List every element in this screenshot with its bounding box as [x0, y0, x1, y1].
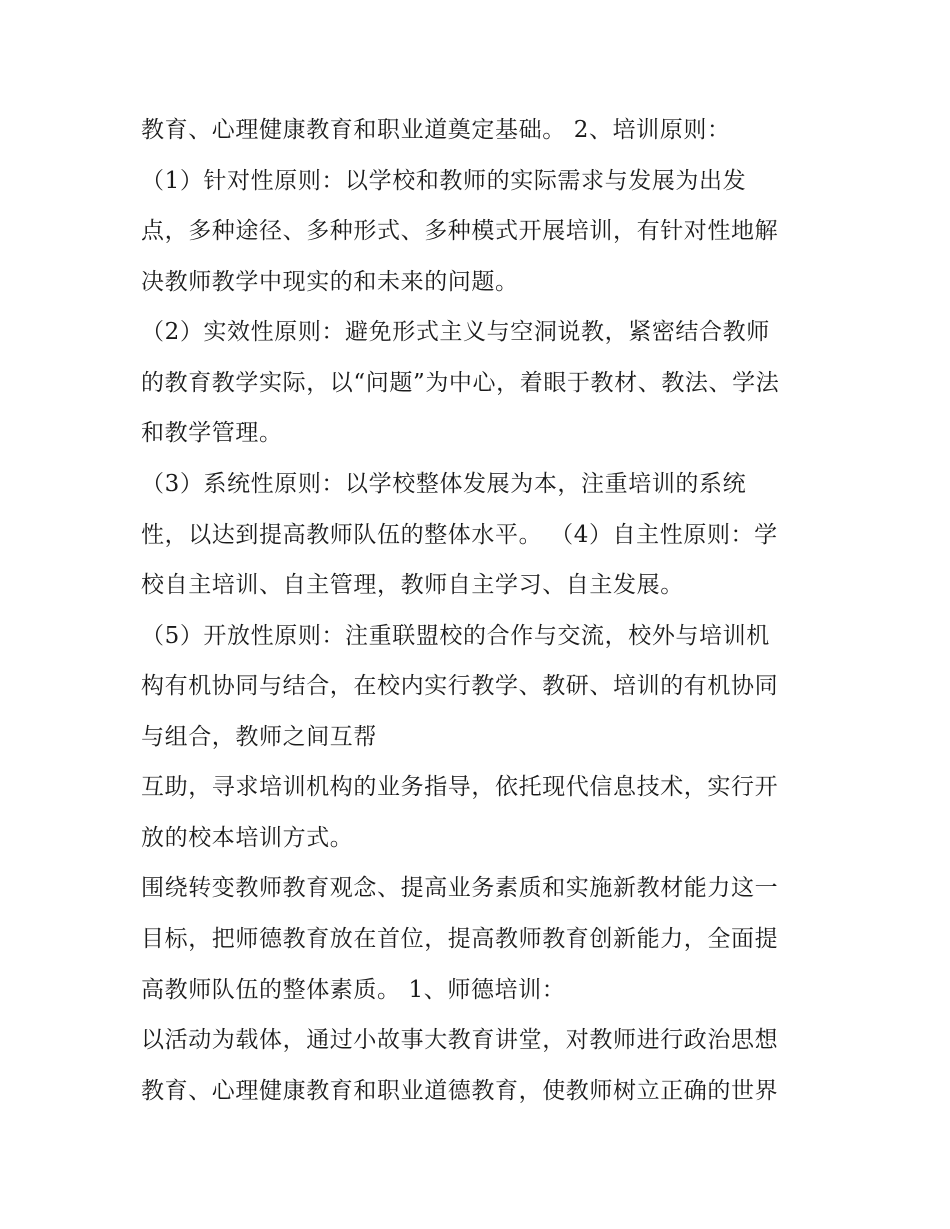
text-line: （3）系统性原则：以学校整体发展为本，注重培训的系统 — [141, 471, 747, 497]
text-line: （1）针对性原则：以学校和教师的实际需求与发展为出发 — [141, 168, 747, 194]
text-line: 围绕转变教师教育观念、提高业务素质和实施新教材能力这一 — [141, 875, 779, 901]
text-line: （5）开放性原则：注重联盟校的合作与交流，校外与培训机 — [141, 623, 770, 649]
text-line: 和教学管理。 — [141, 420, 283, 446]
text-line: （2）实效性原则：避免形式主义与空洞说教，紧密结合教师 — [141, 319, 770, 345]
text-line: 高教师队伍的整体素质。 1、师德培训： — [141, 977, 566, 1003]
text-line: 以活动为载体，通过小故事大教育讲堂，对教师进行政治思想 — [141, 1027, 779, 1053]
text-line: 目标，把师德教育放在首位，提高教师教育创新能力，全面提 — [141, 926, 779, 952]
text-line: 性，以达到提高教师队伍的整体水平。 （4）自主性原则：学 — [141, 522, 778, 548]
text-line: 与组合，教师之间互帮 — [141, 724, 377, 750]
text-line: 构有机协同与结合，在校内实行教学、教研、培训的有机协同 — [141, 673, 779, 699]
text-line: 互助，寻求培训机构的业务指导，依托现代信息技术，实行开 — [141, 774, 779, 800]
text-line: 校自主培训、自主管理，教师自主学习、自主发展。 — [141, 572, 684, 598]
text-line: 的教育教学实际，以“问题”为中心，着眼于教材、教法、学法 — [141, 370, 780, 396]
text-line: 教育、心理健康教育和职业道奠定基础。 2、培训原则： — [141, 117, 731, 143]
text-line: 点，多种途径、多种形式、多种模式开展培训，有针对性地解 — [141, 218, 779, 244]
text-line: 教育、心理健康教育和职业道德教育，使教师树立正确的世界 — [141, 1078, 779, 1104]
text-line: 决教师教学中现实的和未来的问题。 — [141, 269, 519, 295]
text-line: 放的校本培训方式。 — [141, 825, 354, 851]
